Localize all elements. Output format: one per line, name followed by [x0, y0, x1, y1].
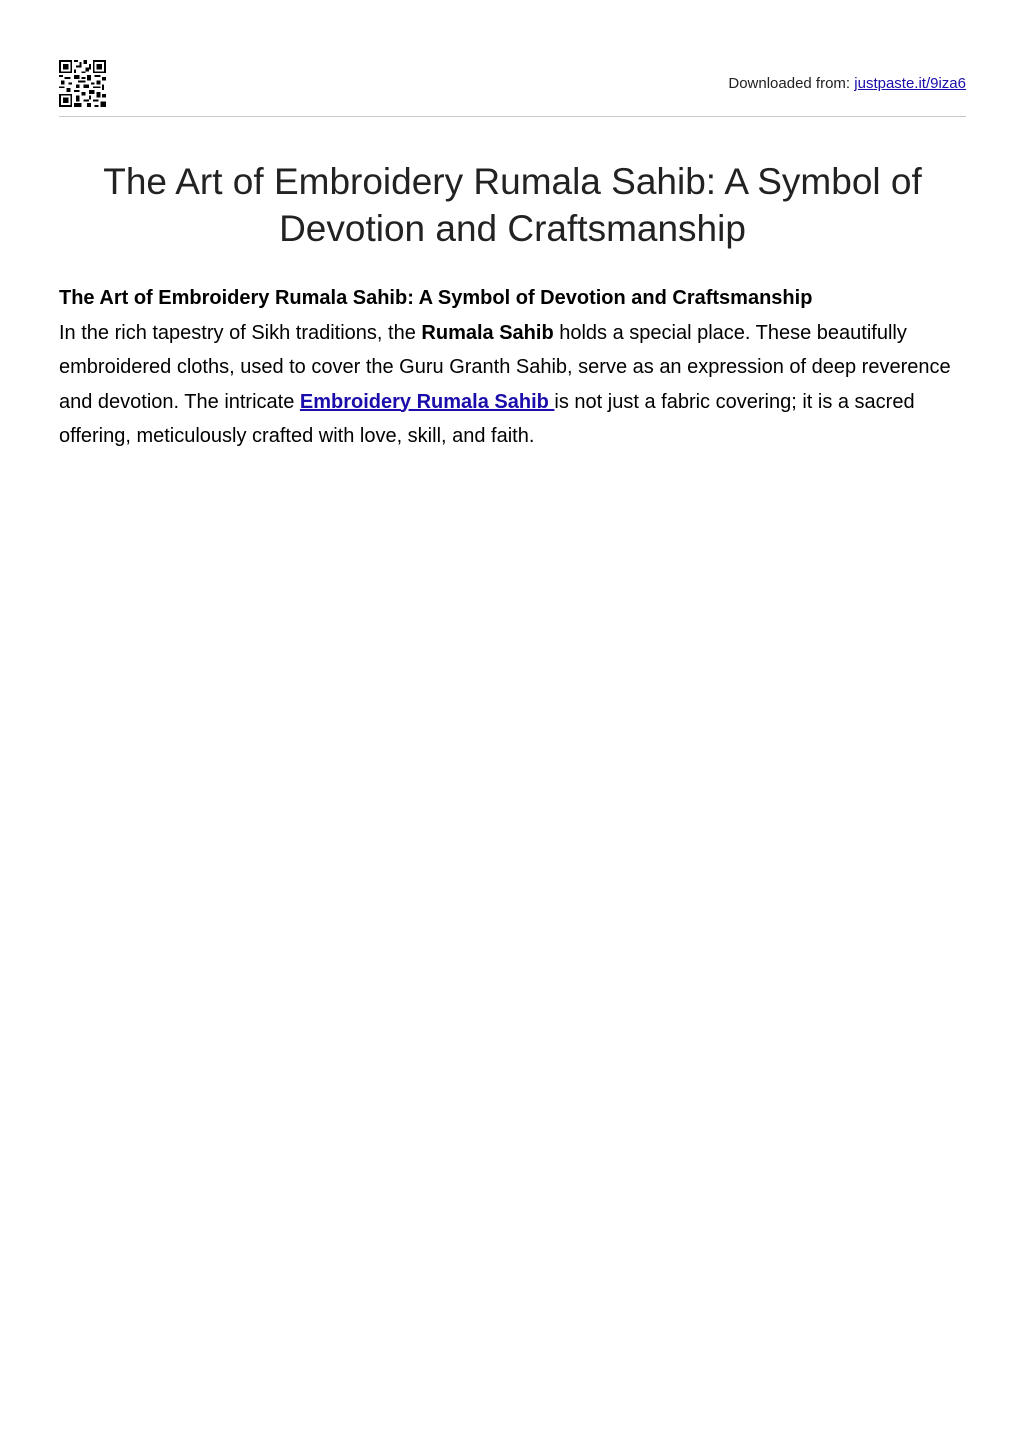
body-paragraph: [59, 316, 966, 454]
section-heading: The Art of Embroidery Rumala Sahib: A Symbol of Devotion and Craftsmanship: [59, 287, 813, 309]
paragraph-text: holds a special place. These beautifully embroidered cloths, used to cover the Guru Granth Sahib, serve as an expression of deep reverence and devotion. The intricate: [59, 321, 951, 413]
document-content: [59, 281, 966, 454]
source-link[interactable]: justpaste.it/9iza6: [854, 75, 966, 92]
paragraph-text: is not just a fabric covering; it is a sacred offering, meticulously crafted with love, skill, and faith.: [59, 390, 915, 447]
page-header: [59, 60, 966, 117]
paragraph-text: In the rich tapestry of Sikh traditions, the: [59, 321, 422, 344]
page-title: The Art of Embroidery Rumala Sahib: A Symbol of Devotion and Craftsmanship: [103, 161, 922, 249]
downloaded-from: [728, 75, 966, 92]
embroidery-rumala-sahib-link[interactable]: Embroidery Rumala Sahib: [299, 390, 555, 413]
downloaded-label: Downloaded from:: [728, 75, 855, 92]
bold-term: Rumala Sahib: [421, 321, 554, 344]
qr-code-icon: [59, 60, 106, 107]
